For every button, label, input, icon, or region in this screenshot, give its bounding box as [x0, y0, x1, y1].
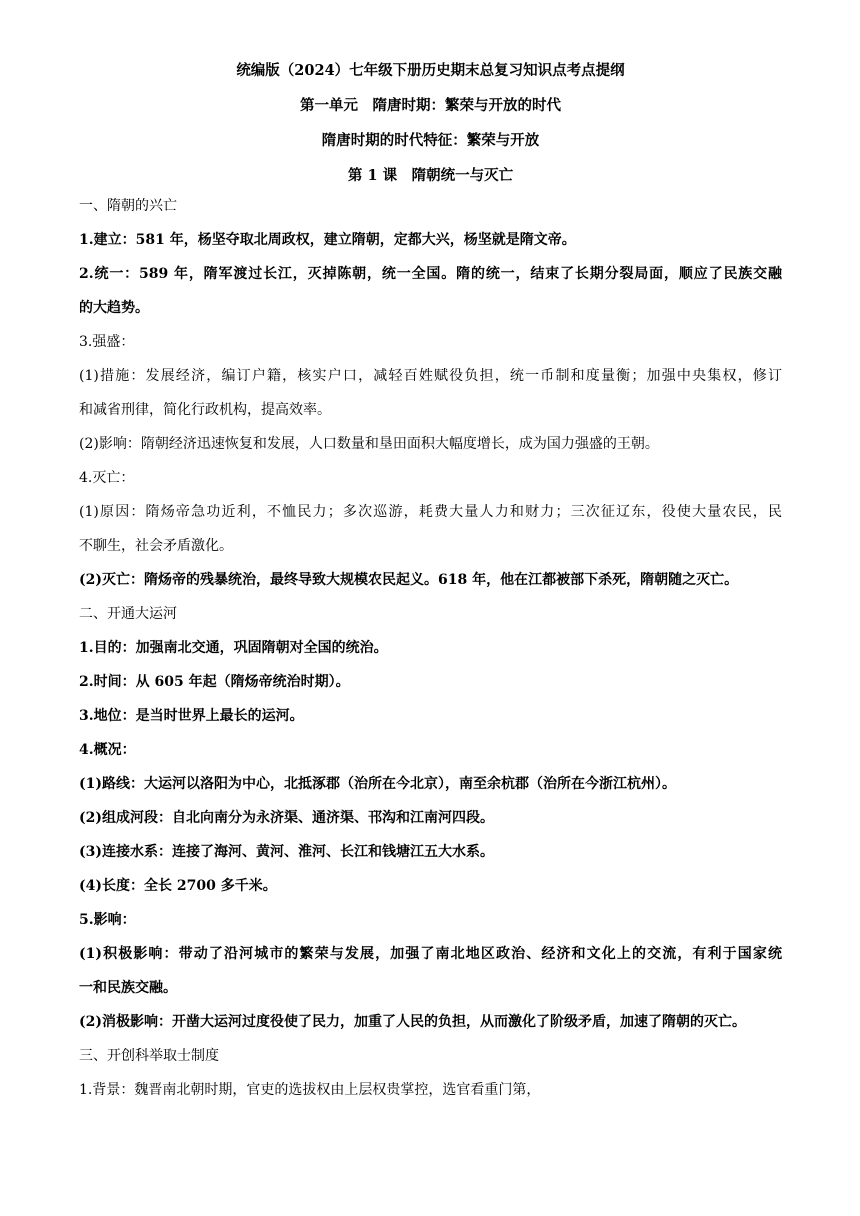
text-line: 三、开创科举取士制度 — [79, 1048, 219, 1064]
text-line: (1)原因：隋炀帝急功近利，不恤民力；多次巡游，耗费大量人力和财力；三次征辽东，役使大量农民，民 — [79, 504, 782, 520]
text-line: 一和民族交融。 — [79, 980, 177, 996]
text-line: (1)措施：发展经济，编订户籍，核实户口，减轻百姓赋役负担，统一币制和度量衡；加强中央集权，修订 — [79, 368, 782, 384]
text-line: 5.影响： — [79, 912, 136, 928]
unit-title: 第一单元 隋唐时期：繁荣与开放的时代 — [300, 97, 561, 114]
text-line: 的大趋势。 — [79, 300, 149, 316]
text-line: (2)影响：隋朝经济迅速恢复和发展，人口数量和垦田面积大幅度增长，成为国力强盛的王朝。 — [79, 436, 659, 452]
text-line: 2.时间：从 605 年起（隋炀帝统治时期）。 — [79, 674, 350, 690]
text-line: 3.强盛： — [79, 334, 135, 350]
text-line: 和减省刑律，简化行政机构，提高效率。 — [79, 402, 331, 418]
text-line: 一、隋朝的兴亡 — [79, 198, 177, 214]
text-line: 不聊生，社会矛盾激化。 — [79, 538, 233, 554]
text-line: (1)积极影响：带动了沿河城市的繁荣与发展，加强了南北地区政治、经济和文化上的交流，有利于国家统 — [79, 946, 782, 962]
doc-title: 统编版（2024）七年级下册历史期末总复习知识点考点提纲 — [236, 62, 625, 79]
text-line: 4.概况： — [79, 742, 136, 758]
text-line: (1)路线：大运河以洛阳为中心，北抵涿郡（治所在今北京），南至余杭郡（治所在今浙江杭州）。 — [79, 776, 676, 792]
lesson-title: 第 1 课 隋朝统一与灭亡 — [347, 167, 514, 184]
text-line: (3)连接水系：连接了海河、黄河、淮河、长江和钱塘江五大水系。 — [79, 844, 494, 860]
text-line: 1.建立：581 年，杨坚夺取北周政权，建立隋朝，定都大兴，杨坚就是隋文帝。 — [79, 232, 576, 248]
text-line: 4.灭亡： — [79, 470, 135, 486]
document-body — [79, 189, 782, 1107]
era-feature-title: 隋唐时期的时代特征：繁荣与开放 — [321, 132, 540, 149]
text-line: 3.地位：是当时世界上最长的运河。 — [79, 708, 304, 724]
text-line: 1.背景：魏晋南北朝时期，官吏的选拔权由上层权贵掌控，选官看重门第， — [79, 1082, 541, 1098]
text-line: 二、开通大运河 — [79, 606, 177, 622]
text-line: 1.目的：加强南北交通，巩固隋朝对全国的统治。 — [79, 640, 388, 656]
text-line: (2)灭亡：隋炀帝的残暴统治，最终导致大规模农民起义。618 年，他在江都被部下杀死，隋朝随之灭亡。 — [79, 572, 739, 588]
text-line: (2)消极影响：开凿大运河过度役使了民力，加重了人民的负担，从而激化了阶级矛盾，加速了隋朝的灭亡。 — [79, 1014, 746, 1030]
text-line: (4)长度：全长 2700 多千米。 — [79, 878, 277, 894]
text-line: 2.统一：589 年，隋军渡过长江，灭掉陈朝，统一全国。隋的统一，结束了长期分裂局面，顺应了民族交融 — [79, 266, 782, 282]
text-line: (2)组成河段：自北向南分为永济渠、通济渠、邗沟和江南河四段。 — [79, 810, 494, 826]
